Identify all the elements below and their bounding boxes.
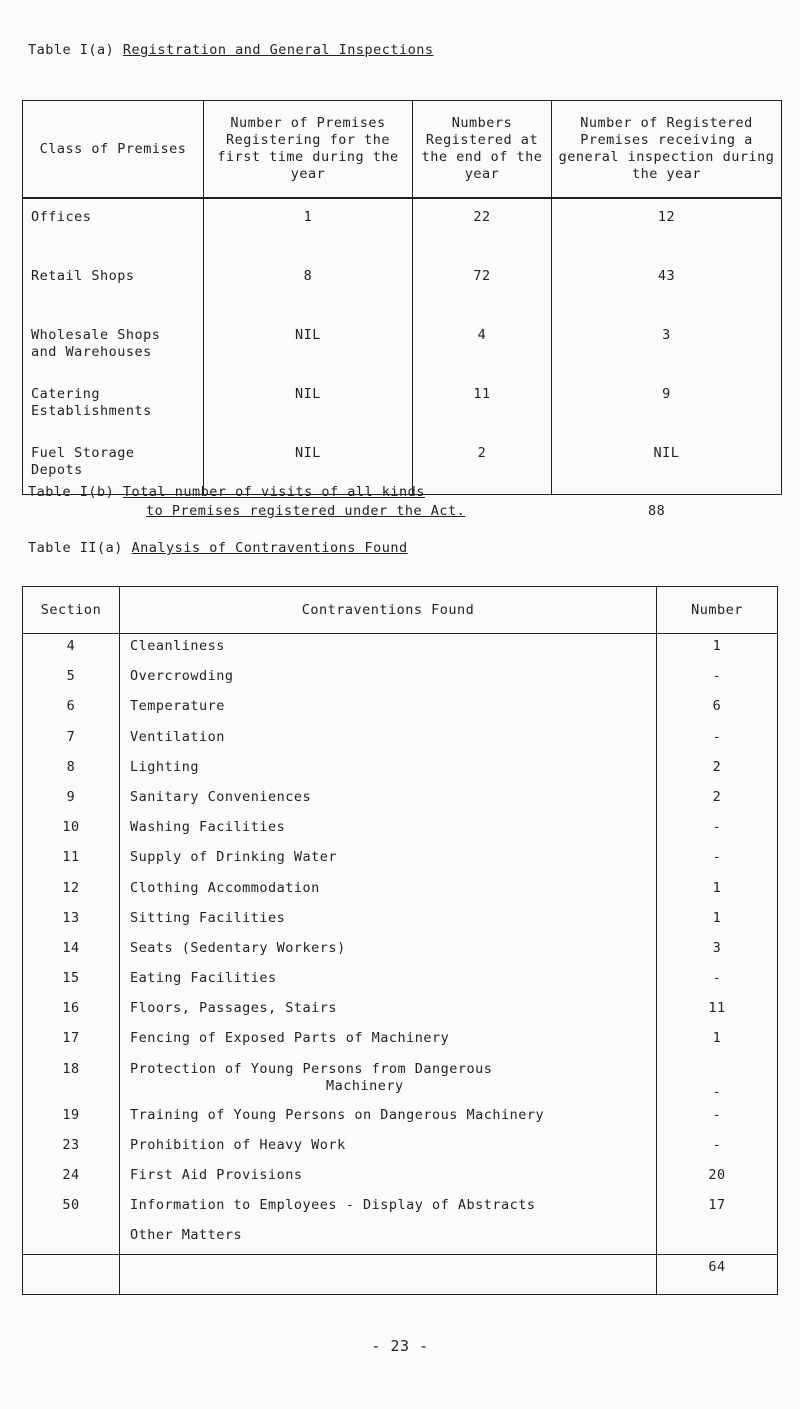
header-contraventions: Contraventions Found <box>120 587 657 634</box>
contravention-cell: Sanitary Conveniences <box>120 785 657 815</box>
class-label: Wholesale Shops <box>31 327 161 343</box>
class-label: Offices <box>31 209 92 225</box>
header-inspected: Number of Registered Premises receiving a general inspection during the year <box>552 101 782 199</box>
table-1a-title: Registration and General Inspections <box>122 42 434 58</box>
table-row <box>23 376 782 435</box>
section-cell: 15 <box>23 966 120 996</box>
class-label: Fuel Storage <box>31 445 135 461</box>
registered-cell: 72 <box>413 258 552 317</box>
class-label: Retail Shops <box>31 268 135 284</box>
class-cell <box>23 317 204 376</box>
contravention-cell <box>120 1057 657 1103</box>
table-row <box>23 1133 778 1163</box>
number-cell: - <box>657 1133 778 1163</box>
class-cell <box>23 198 204 258</box>
number-cell: 11 <box>657 996 778 1026</box>
table-header-row <box>23 587 778 634</box>
table-2a-caption <box>28 540 408 556</box>
class-label-line2: Depots <box>31 462 83 478</box>
section-cell: 10 <box>23 815 120 845</box>
number-cell: 6 <box>657 694 778 724</box>
table-1b-title-line2: to Premises registered under the Act. <box>146 503 466 519</box>
table-row <box>23 317 782 376</box>
table-1b-title-line1: Total number of visits of all kinds <box>122 484 425 500</box>
table-row <box>23 198 782 258</box>
table-header-row <box>23 101 782 199</box>
class-cell <box>23 376 204 435</box>
total-visits-value: 88 <box>648 503 666 519</box>
number-cell: 2 <box>657 785 778 815</box>
first-time-cell: 8 <box>204 258 413 317</box>
number-cell: - <box>657 664 778 694</box>
total-section-cell <box>23 1254 120 1294</box>
total-value: 64 <box>657 1254 778 1294</box>
table-1a-caption <box>28 42 434 58</box>
inspected-cell: 9 <box>552 376 782 435</box>
first-time-cell: NIL <box>204 317 413 376</box>
contravention-cell: Cleanliness <box>120 634 657 665</box>
section-cell: 50 <box>23 1193 120 1223</box>
table-row <box>23 1103 778 1133</box>
contravention-cell: Sitting Facilities <box>120 906 657 936</box>
table-row <box>23 996 778 1026</box>
inspected-cell: 43 <box>552 258 782 317</box>
number-cell: - <box>657 845 778 875</box>
table-row <box>23 966 778 996</box>
number-cell: 1 <box>657 906 778 936</box>
number-cell: - <box>657 815 778 845</box>
inspected-cell: 3 <box>552 317 782 376</box>
contravention-cell: Eating Facilities <box>120 966 657 996</box>
number-cell <box>657 1223 778 1254</box>
table-row <box>23 725 778 755</box>
table-1b-prefix: Table I(b) <box>28 484 115 500</box>
table-row <box>23 815 778 845</box>
table-row <box>23 785 778 815</box>
section-cell: 8 <box>23 755 120 785</box>
contravention-cell: Seats (Sedentary Workers) <box>120 936 657 966</box>
contravention-cell: Lighting <box>120 755 657 785</box>
page-number: - 23 - <box>371 1337 429 1355</box>
class-cell <box>23 258 204 317</box>
table-row <box>23 845 778 875</box>
section-cell: 18 <box>23 1057 120 1103</box>
contravention-cell: Overcrowding <box>120 664 657 694</box>
section-cell: 5 <box>23 664 120 694</box>
total-row <box>23 1254 778 1294</box>
section-cell: 14 <box>23 936 120 966</box>
contravention-cell: Ventilation <box>120 725 657 755</box>
total-label-cell <box>120 1254 657 1294</box>
header-class: Class of Premises <box>23 101 204 199</box>
number-cell: - <box>657 966 778 996</box>
table-2a-prefix: Table II(a) <box>28 540 123 556</box>
table-row <box>23 906 778 936</box>
table-1b-caption <box>28 484 425 500</box>
table-row <box>23 936 778 966</box>
contravention-text-line2: Machinery <box>326 1077 404 1094</box>
table-row <box>23 258 782 317</box>
header-section: Section <box>23 587 120 634</box>
section-cell: 16 <box>23 996 120 1026</box>
contravention-cell: Other Matters <box>120 1223 657 1254</box>
table-1a-prefix: Table I(a) <box>28 42 115 58</box>
header-registered: Numbers Registered at the end of the year <box>413 101 552 199</box>
table-row <box>23 664 778 694</box>
contravention-cell: Training of Young Persons on Dangerous Machinery <box>120 1103 657 1133</box>
number-cell <box>657 1057 778 1103</box>
contravention-cell: First Aid Provisions <box>120 1163 657 1193</box>
section-cell: 9 <box>23 785 120 815</box>
class-label: Catering <box>31 386 101 402</box>
table-row <box>23 755 778 785</box>
section-cell: 24 <box>23 1163 120 1193</box>
table-row <box>23 1223 778 1254</box>
number-cell: - <box>657 725 778 755</box>
table-row <box>23 1193 778 1223</box>
registration-table <box>22 100 782 495</box>
table-row <box>23 1163 778 1193</box>
section-cell: 4 <box>23 634 120 665</box>
number-cell: 20 <box>657 1163 778 1193</box>
section-cell <box>23 1223 120 1254</box>
number-cell: 3 <box>657 936 778 966</box>
contravention-cell: Floors, Passages, Stairs <box>120 996 657 1026</box>
table-row <box>23 876 778 906</box>
section-cell: 13 <box>23 906 120 936</box>
contravention-cell: Supply of Drinking Water <box>120 845 657 875</box>
section-cell: 19 <box>23 1103 120 1133</box>
section-cell: 17 <box>23 1026 120 1056</box>
registered-cell: 11 <box>413 376 552 435</box>
contravention-cell: Clothing Accommodation <box>120 876 657 906</box>
table-row <box>23 1026 778 1056</box>
first-time-cell: NIL <box>204 435 413 495</box>
contravention-cell: Temperature <box>120 694 657 724</box>
table-2a-title: Analysis of Contraventions Found <box>131 540 408 556</box>
section-cell: 23 <box>23 1133 120 1163</box>
first-time-cell: NIL <box>204 376 413 435</box>
number-value: - <box>712 1083 722 1100</box>
contravention-cell: Prohibition of Heavy Work <box>120 1133 657 1163</box>
number-cell: 1 <box>657 634 778 665</box>
section-cell: 11 <box>23 845 120 875</box>
first-time-cell: 1 <box>204 198 413 258</box>
inspected-cell: NIL <box>552 435 782 495</box>
inspected-cell: 12 <box>552 198 782 258</box>
section-cell: 6 <box>23 694 120 724</box>
registered-cell: 4 <box>413 317 552 376</box>
contraventions-table <box>22 586 778 1295</box>
contravention-cell: Washing Facilities <box>120 815 657 845</box>
contravention-text: Protection of Young Persons from Dangerous <box>130 1060 493 1077</box>
header-first-time: Number of Premises Registering for the first time during the year <box>204 101 413 199</box>
class-label-line2: and Warehouses <box>31 344 152 360</box>
contravention-cell: Fencing of Exposed Parts of Machinery <box>120 1026 657 1056</box>
table-row <box>23 1057 778 1103</box>
table-row <box>23 634 778 665</box>
number-cell: 2 <box>657 755 778 785</box>
number-cell: 1 <box>657 876 778 906</box>
table-row <box>23 694 778 724</box>
number-cell: 1 <box>657 1026 778 1056</box>
section-cell: 7 <box>23 725 120 755</box>
number-cell: - <box>657 1103 778 1133</box>
class-label-line2: Establishments <box>31 403 152 419</box>
registered-cell: 22 <box>413 198 552 258</box>
registered-cell: 2 <box>413 435 552 495</box>
section-cell: 12 <box>23 876 120 906</box>
header-number: Number <box>657 587 778 634</box>
contravention-cell: Information to Employees - Display of Abstracts <box>120 1193 657 1223</box>
number-cell: 17 <box>657 1193 778 1223</box>
